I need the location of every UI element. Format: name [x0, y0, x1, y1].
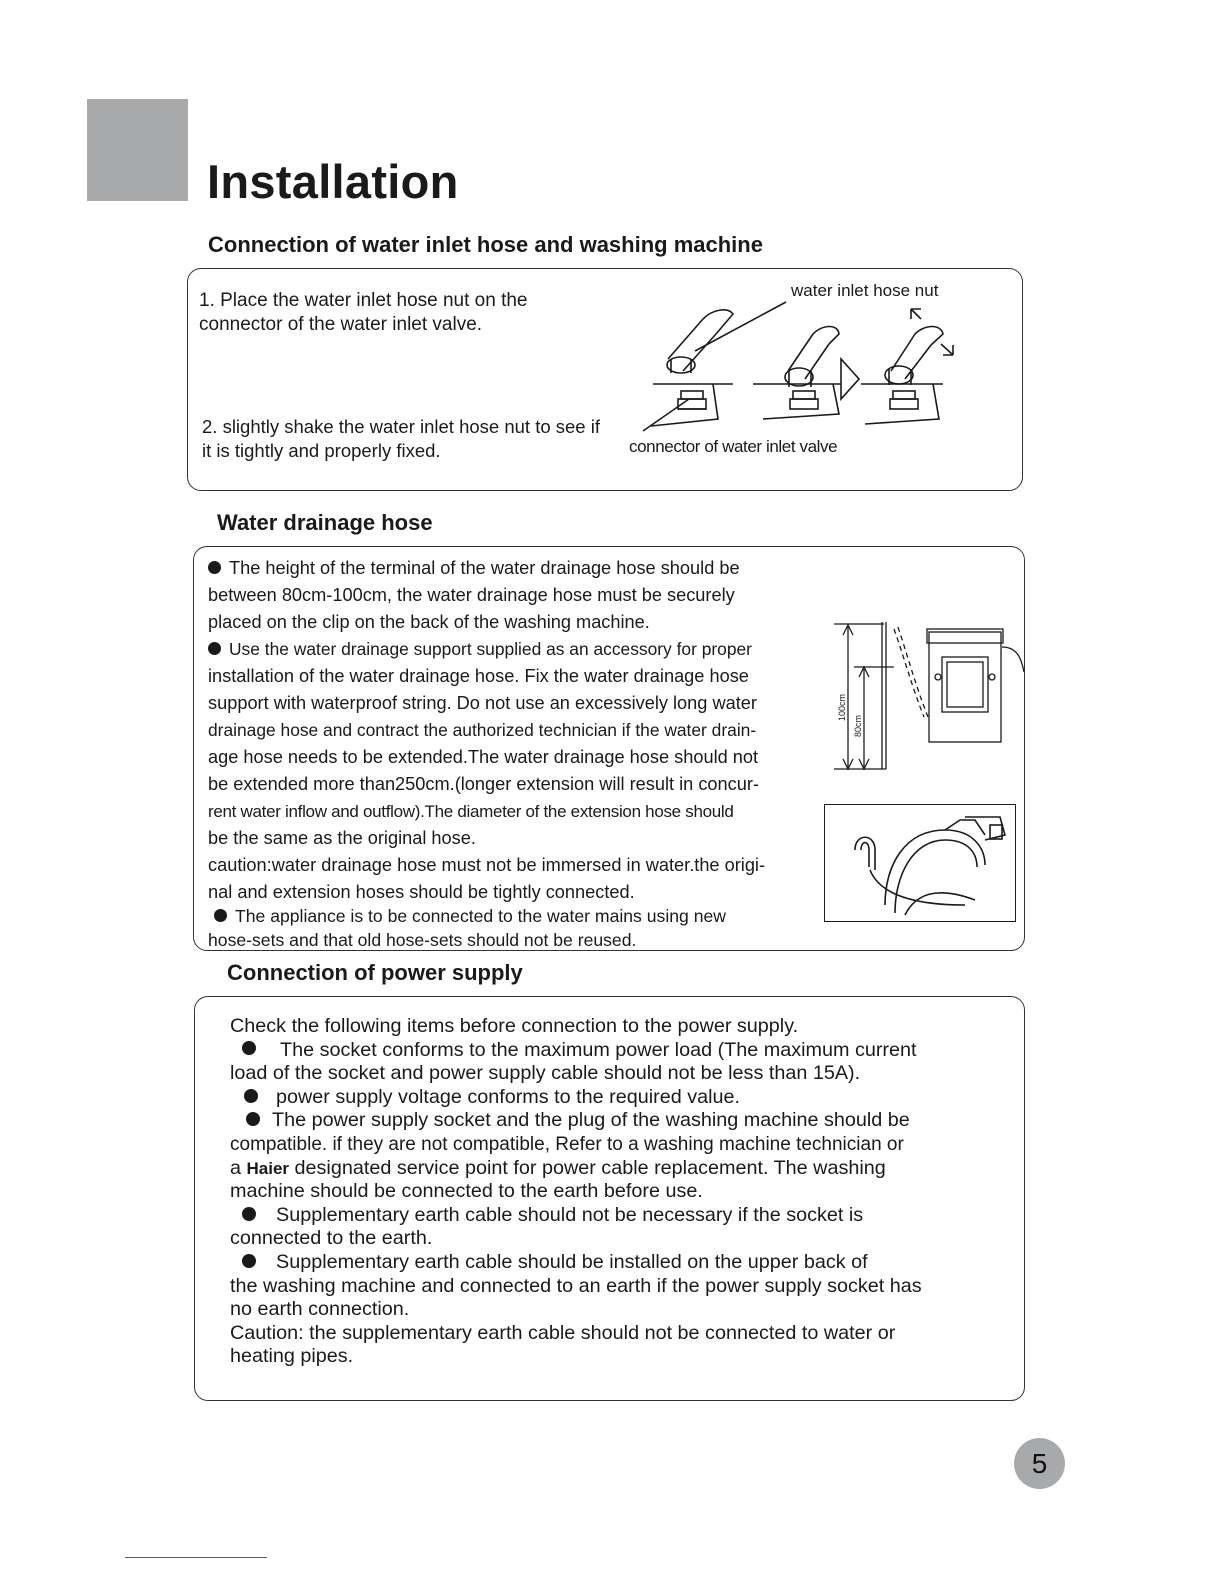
inlet-step2: 2. slightly shake the water inlet hose nut to see if it is tightly and properly fixed. [202, 416, 600, 461]
bullet-icon [244, 1089, 258, 1103]
header-grey-block [87, 99, 188, 201]
power-section-box [194, 996, 1025, 1401]
power-bullet-4: Supplementary earth cable should not be necessary if the socket is [230, 1204, 995, 1228]
page-title: Installation [207, 155, 459, 208]
bullet-icon [214, 909, 227, 922]
drain-line-0: The height of the terminal of the water drainage hose should be [208, 555, 821, 582]
drain-height-diagram [834, 617, 1026, 777]
drain-line-7: age hose needs to be extended.The water drainage hose should not [208, 747, 759, 767]
dim-80cm-label: 80cm [853, 714, 863, 737]
bullet-icon [242, 1041, 256, 1055]
drain-line-10: be the same as the original hose. [208, 828, 476, 848]
power-bullet-3: The power supply socket and the plug of the washing machine should be [230, 1109, 995, 1133]
power-bullet-3-line3: a Haier designated service point for power cable replacement. The washing [230, 1156, 886, 1179]
hose-support-illustration-frame [824, 804, 1016, 922]
inlet-section-box [187, 268, 1023, 491]
drain-text-block [208, 555, 821, 906]
bullet-icon [242, 1207, 256, 1221]
drain-line-5: support with waterproof string. Do not use an excessively long water [208, 693, 757, 713]
dim-100cm-label: 100cm [837, 693, 847, 721]
drain-last-bullet: The appliance is to be connected to the water mains using new [214, 905, 854, 928]
footer-divider [125, 1557, 267, 1558]
hose-support-illustration [825, 805, 1015, 921]
label-connector-water-inlet-valve: connector of water inlet valve [629, 437, 838, 456]
power-bullet-2: power supply voltage conforms to the required value. [230, 1086, 995, 1110]
bullet-icon [242, 1254, 256, 1268]
haier-brand-name: Haier [246, 1158, 290, 1178]
page-number-badge: 5 [1014, 1438, 1065, 1489]
drain-line-8: be extended more than250cm.(longer extension will result in concur- [208, 774, 759, 794]
inlet-step1: 1. Place the water inlet hose nut on the connector of the water inlet valve. [199, 290, 528, 335]
power-section-heading: Connection of power supply [227, 960, 523, 985]
inlet-hose-illustration [643, 289, 973, 439]
drain-line-12: nal and extension hoses should be tightly connected. [208, 882, 635, 902]
bullet-icon [246, 1112, 260, 1126]
drain-line-2: placed on the clip on the back of the washing machine. [208, 612, 650, 632]
power-bullet-1: The socket conforms to the maximum power load (The maximum current [230, 1039, 995, 1063]
drain-line-9: rent water inflow and outflow).The diameter of the extension hose should [208, 802, 734, 821]
drain-line-3: Use the water drainage support supplied as an accessory for proper [208, 636, 821, 663]
inlet-section-heading: Connection of water inlet hose and washing machine [208, 232, 763, 257]
drain-section-box [193, 546, 1025, 951]
label-water-inlet-hose-nut: water inlet hose nut [791, 281, 939, 300]
drain-last-line2: hose-sets and that old hose-sets should not be reused. [208, 930, 637, 950]
drain-section-heading: Water drainage hose [217, 510, 433, 535]
drain-line-11: caution:water drainage hose must not be immersed in water.the origi- [208, 855, 766, 875]
power-bullet-5: Supplementary earth cable should be installed on the upper back of [230, 1251, 995, 1275]
power-caution: Caution: the supplementary earth cable should not be connected to water or [230, 1321, 896, 1344]
bullet-icon [208, 561, 221, 574]
power-text-block: Check the following items before connection to the power supply. The socket conforms to the maximum power load (The maximum current load of the socket and power supply cable should not be less than 15A). power supply voltage conforms to the required value. The power supply socket and the plug of the washing machine should be compatible. if they are not compatible, Refer to a washing machine technician or a Haier designated service point for power cable replacement. The washing machine should be connected to the earth before use. Supplementary earth cable should not be necessary if the socket is connected to the earth. Supplementary earth cable should be installed on the upper back of the washing machine and connected to an earth if the power supply socket has no earth connection. Caution: the supplementary earth cable should not be connected to water or heating pipes. [230, 1015, 995, 1369]
drain-line-1: between 80cm-100cm, the water drainage hose must be securely [208, 585, 735, 605]
bullet-icon [208, 642, 221, 655]
power-intro: Check the following items before connection to the power supply. [230, 1015, 799, 1037]
drain-line-4: installation of the water drainage hose. Fix the water drainage hose [208, 666, 749, 686]
drain-line-6: drainage hose and contract the authorized technician if the water drain- [208, 720, 757, 740]
